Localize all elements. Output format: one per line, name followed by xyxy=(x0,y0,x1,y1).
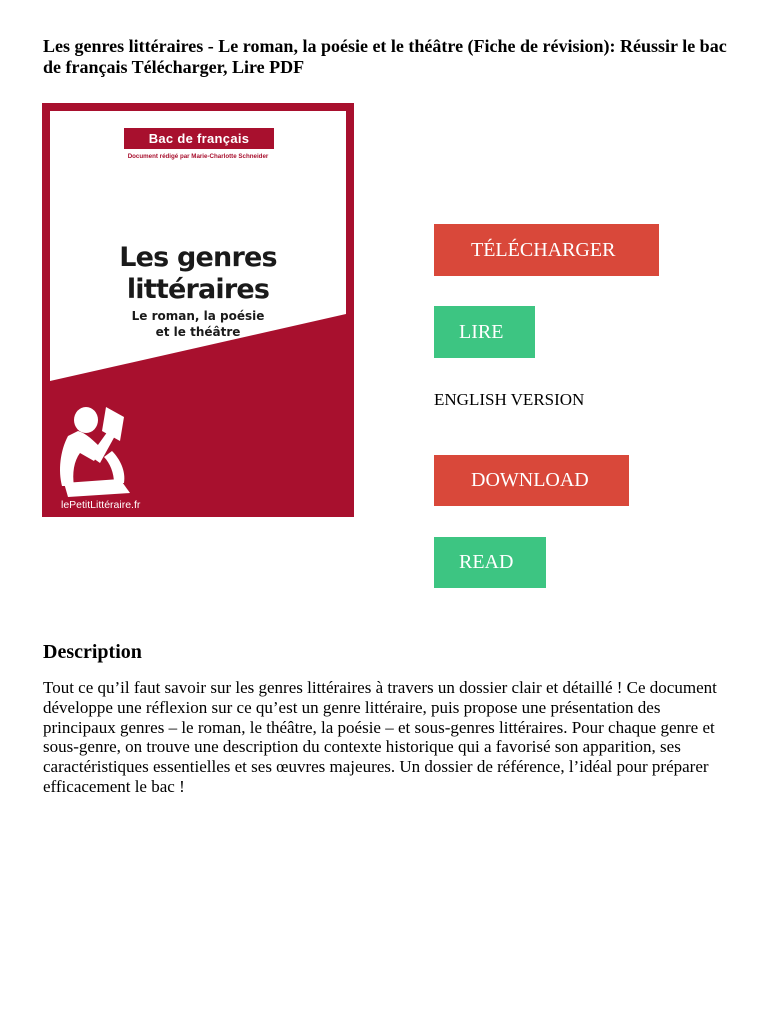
cover-title xyxy=(50,242,346,306)
cover-title-line2: littéraires xyxy=(126,274,270,305)
description-body: Tout ce qu’il faut savoir sur les genres littéraires à travers un dossier clair et détaillé ! Ce document développe une réflexion sur ce qu’est un genre littéraire, puis propose une présentation des principaux genres – le roman, le théâtre, la poésie – et sous-genres littéraires. Pour chaque genre et sous-genre, on trouve une description du contexte historique qui a favorisé son apparition, ses caractéristiques essentielles et ses œuvres majeures. Un dossier de référence, l’idéal pour préparer efficacement le bac ! xyxy=(43,678,717,796)
cover-subtitle xyxy=(50,308,346,340)
read-button[interactable]: READ xyxy=(434,537,546,588)
telecharger-button[interactable]: TÉLÉCHARGER xyxy=(434,224,659,276)
download-button[interactable]: DOWNLOAD xyxy=(434,455,629,506)
cover-title-line1: Les genres xyxy=(119,242,277,273)
description-heading: Description xyxy=(43,641,142,663)
cover-author-line: Document rédigé par Marie-Charlotte Schneider xyxy=(127,153,269,160)
english-version-label: ENGLISH VERSION xyxy=(434,390,585,409)
cover-publisher: lePetitLittéraire.fr xyxy=(61,499,141,511)
book-cover-inner xyxy=(50,111,346,514)
lire-button[interactable]: LIRE xyxy=(434,306,535,358)
page-title: Les genres littéraires - Le roman, la poésie et le théâtre (Fiche de révision): Réussir le bac de français Télécharger, Lire PDF xyxy=(43,36,727,77)
cover-series-badge: Bac de français xyxy=(124,128,274,149)
cover-subtitle-line2: et le théâtre xyxy=(155,325,241,339)
book-cover xyxy=(42,103,354,517)
cover-subtitle-line1: Le roman, la poésie xyxy=(131,309,265,323)
